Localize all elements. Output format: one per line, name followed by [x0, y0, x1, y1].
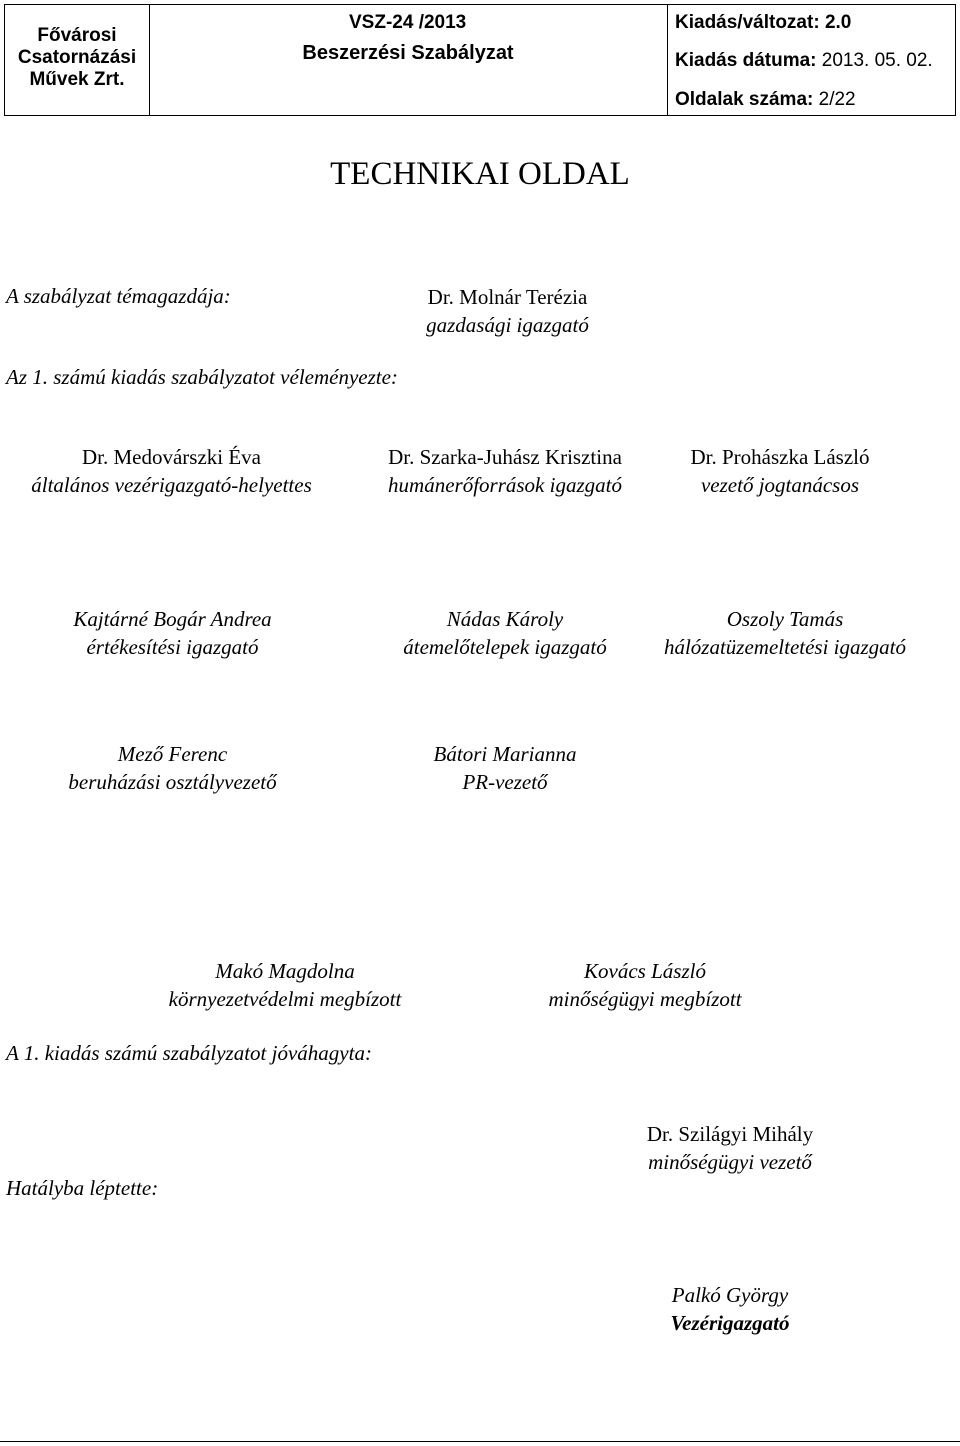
reviewer-name: Dr. Medovárszki Éva — [81, 445, 262, 469]
document-title: Beszerzési Szabályzat — [302, 42, 514, 64]
reviewer-role: beruházási osztályvezető — [68, 770, 277, 794]
approved-label: A 1. kiadás számú szabályzatot jóváhagyta: — [6, 1041, 372, 1065]
owner-name: Dr. Molnár Terézia — [427, 285, 588, 309]
owner-role: gazdasági igazgató — [426, 313, 589, 337]
reviewer-name: Mező Ferenc — [117, 742, 228, 766]
header-divider — [667, 5, 668, 115]
reviewed-label: Az 1. számú kiadás szabályzatot véleményezte: — [6, 365, 398, 389]
enactor-block — [610, 1281, 850, 1337]
reviewer-role: vezető jogtanácsos — [700, 473, 860, 497]
owner-label: A szabályzat témagazdája: — [6, 284, 231, 308]
reviewer-name: Kajtárné Bogár Andrea — [73, 607, 272, 631]
edition-value: 2.0 — [824, 12, 852, 33]
pages-label: Oldalak száma: — [675, 89, 814, 110]
reviewer-block — [345, 443, 665, 499]
reviewer-name: Bátori Marianna — [433, 742, 577, 766]
approver-role: minőségügyi vezető — [648, 1150, 812, 1174]
reviewer-block — [120, 957, 450, 1013]
reviewer-name: Dr. Prohászka László — [690, 445, 870, 469]
reviewer-role: minőségügyi megbízott — [548, 987, 742, 1011]
approver-block — [610, 1120, 850, 1176]
date-value: 2013. 05. 02. — [821, 50, 933, 71]
reviewer-block — [500, 957, 790, 1013]
reviewer-role: általános vezérigazgató-helyettes — [31, 473, 312, 497]
page-title: TECHNIKAI OLDAL — [330, 156, 630, 192]
organization-name — [5, 25, 149, 91]
footer-rule — [0, 1441, 960, 1442]
edition-info — [675, 12, 851, 34]
edition-label: Kiadás/változat: — [675, 12, 820, 33]
reviewer-name: Kovács László — [584, 959, 706, 983]
reviewer-role: értékesítési igazgató — [86, 635, 259, 659]
enacted-label: Hatályba léptette: — [6, 1176, 159, 1200]
reviewer-block — [20, 605, 325, 661]
reviewer-block — [20, 740, 325, 796]
reviewer-role: humánerőforrások igazgató — [388, 473, 622, 497]
reviewer-block — [660, 443, 900, 499]
org-line-1: Fővárosi — [37, 25, 117, 46]
enactor-name: Palkó György — [671, 1283, 789, 1307]
date-label: Kiadás dátuma: — [675, 50, 817, 71]
pages-value: 2/22 — [818, 89, 856, 110]
approver-name: Dr. Szilágyi Mihály — [646, 1122, 814, 1146]
owner-block — [360, 283, 655, 339]
reviewer-role: környezetvédelmi megbízott — [168, 987, 402, 1011]
reviewer-block — [640, 605, 930, 661]
reviewer-role: PR-vezető — [462, 770, 548, 794]
reviewer-block — [370, 605, 640, 661]
reviewer-role: átemelőtelepek igazgató — [403, 635, 607, 659]
org-line-2: Csatornázási — [17, 47, 137, 68]
reviewer-name: Makó Magdolna — [215, 959, 355, 983]
reviewer-block — [370, 740, 640, 796]
reviewer-role: hálózatüzemeltetési igazgató — [663, 635, 907, 659]
org-line-3: Művek Zrt. — [29, 69, 125, 90]
reviewer-name: Dr. Szarka-Juhász Krisztina — [388, 445, 622, 469]
reviewer-name: Oszoly Tamás — [726, 607, 844, 631]
pages-info — [675, 89, 856, 111]
reviewer-name: Nádas Károly — [446, 607, 564, 631]
reviewer-block — [0, 443, 343, 499]
date-info — [675, 50, 933, 72]
document-header — [4, 4, 956, 116]
document-code: VSZ-24 /2013 — [349, 12, 467, 33]
enactor-role: Vezérigazgató — [670, 1311, 790, 1335]
